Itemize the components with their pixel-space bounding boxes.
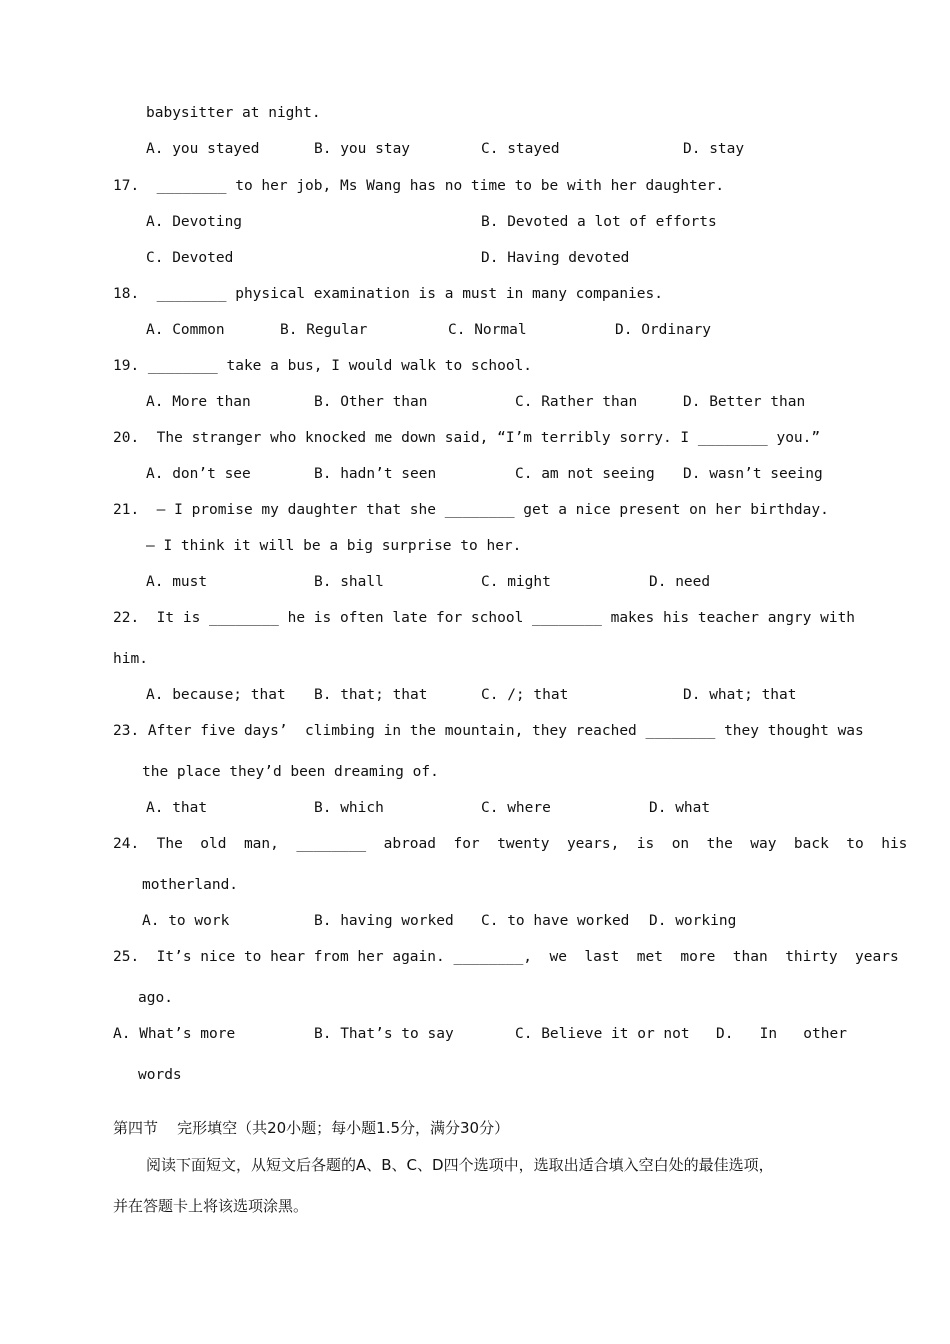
q25-option-d-cont: words (138, 1067, 182, 1083)
q18-option-a: A. Common (146, 322, 225, 338)
q24-stem-cont: motherland. (142, 877, 239, 893)
q20-option-d: D. wasn’t seeing (683, 466, 823, 482)
q16-option-d: D. stay (683, 141, 745, 157)
q21-option-c: C. might (481, 574, 551, 590)
q16-option-c: C. stayed (481, 141, 560, 157)
q22-option-d: D. what; that (683, 687, 797, 703)
q22-option-b: B. that; that (314, 687, 428, 703)
q16-tail: babysitter at night. (146, 105, 321, 121)
q17-option-c: C. Devoted (146, 250, 234, 266)
q18-option-c: C. Normal (448, 322, 527, 338)
q16-option-a: A. you stayed (146, 141, 260, 157)
section-heading: 第四节 完形填空（共20小题；每小题1.5分，满分30分） (113, 1119, 510, 1137)
q19-stem: 19. ________ take a bus, I would walk to school. (113, 358, 533, 374)
q18-option-b: B. Regular (280, 322, 368, 338)
q21-stem: 21. — I promise my daughter that she ________ get a nice present on her birthday. (113, 502, 829, 518)
q22-option-a: A. because; that (146, 687, 286, 703)
q25-option-d: D. In other (716, 1026, 847, 1042)
instructions-line-1: 阅读下面短文，从短文后各题的A、B、C、D四个选项中，选取出适合填入空白处的最佳选项， (146, 1156, 774, 1174)
q17-option-a: A. Devoting (146, 214, 243, 230)
q23-option-a: A. that (146, 800, 208, 816)
q23-option-c: C. where (481, 800, 551, 816)
instructions-line-2: 并在答题卡上将该选项涂黑。 (113, 1197, 309, 1215)
q24-option-c: C. to have worked (481, 913, 630, 929)
q22-option-c: C. /; that (481, 687, 569, 703)
q22-stem-cont: him. (113, 651, 148, 667)
q23-stem: 23. After five days’ climbing in the mountain, they reached ________ they thought was (113, 723, 864, 739)
q24-option-a: A. to work (142, 913, 230, 929)
q24-option-d: D. working (649, 913, 737, 929)
q19-option-a: A. More than (146, 394, 251, 410)
q21-option-a: A. must (146, 574, 208, 590)
q25-option-b: B. That’s to say (314, 1026, 454, 1042)
q16-option-b: B. you stay (314, 141, 411, 157)
q22-stem: 22. It is ________ he is often late for school ________ makes his teacher angry with (113, 610, 856, 626)
q24-option-b: B. having worked (314, 913, 454, 929)
q25-option-c: C. Believe it or not (515, 1026, 690, 1042)
q25-option-a: A. What’s more (113, 1026, 236, 1042)
q20-option-a: A. don’t see (146, 466, 251, 482)
q25-stem-cont: ago. (138, 990, 173, 1006)
q19-option-d: D. Better than (683, 394, 806, 410)
q18-stem: 18. ________ physical examination is a must in many companies. (113, 286, 663, 302)
q19-option-b: B. Other than (314, 394, 428, 410)
q23-option-d: D. what (649, 800, 711, 816)
q24-stem: 24. The old man, ________ abroad for twenty years, is on the way back to his (113, 836, 908, 852)
q20-option-c: C. am not seeing (515, 466, 655, 482)
q21-option-d: D. need (649, 574, 711, 590)
q25-stem: 25. It’s nice to hear from her again. ________, we last met more than thirty years (113, 949, 899, 965)
q17-option-d: D. Having devoted (481, 250, 630, 266)
q23-option-b: B. which (314, 800, 384, 816)
q21-stem-reply: — I think it will be a big surprise to her. (146, 538, 522, 554)
q19-option-c: C. Rather than (515, 394, 638, 410)
q21-option-b: B. shall (314, 574, 384, 590)
q17-option-b: B. Devoted a lot of efforts (481, 214, 717, 230)
q18-option-d: D. Ordinary (615, 322, 712, 338)
q23-stem-cont: the place they’d been dreaming of. (142, 764, 439, 780)
q17-stem: 17. ________ to her job, Ms Wang has no time to be with her daughter. (113, 178, 725, 194)
q20-stem: 20. The stranger who knocked me down said, “I’m terribly sorry. I ________ you.” (113, 430, 821, 446)
q20-option-b: B. hadn’t seen (314, 466, 437, 482)
